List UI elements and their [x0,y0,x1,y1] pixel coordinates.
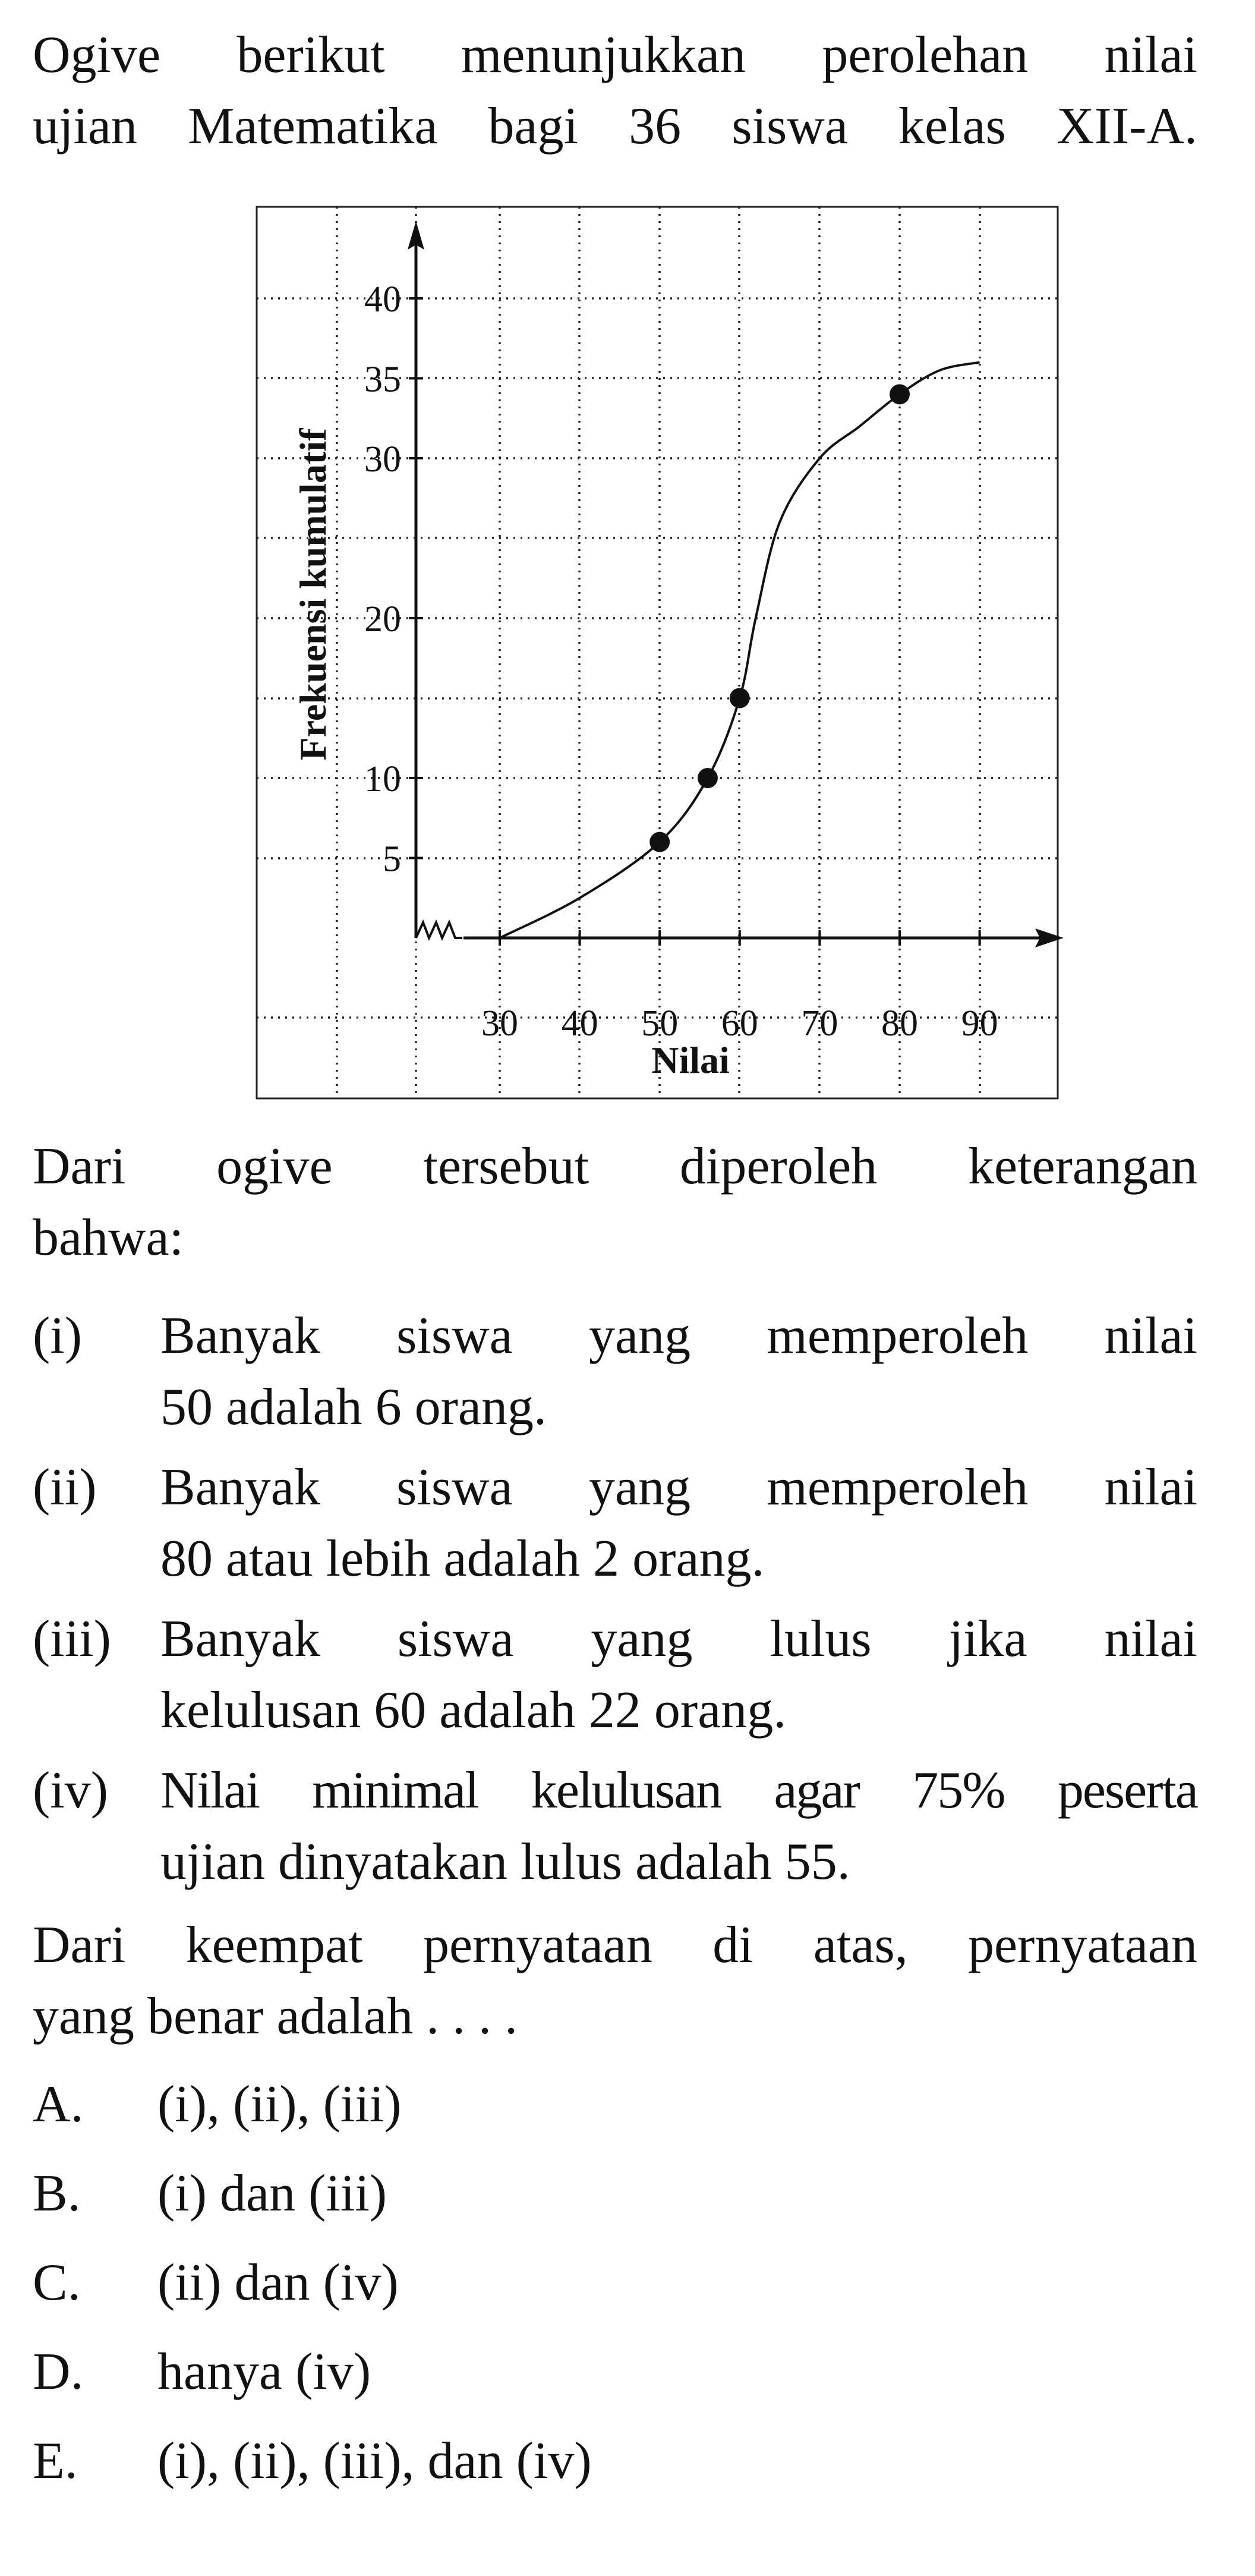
y-tick-label: 40 [364,279,401,320]
y-axis-title: Frekuensi kumulatif [292,428,334,761]
statement-line-1: Banyak siswa yang lulus jika nilai [160,1610,1197,1668]
intro-line-1: Ogive berikut menunjukkan perolehan nilai [33,26,1197,84]
option-letter: C. [33,2254,81,2312]
intro-line-2: ujian Matematika bagi 36 siswa kelas XII-A. [33,97,1197,155]
option-letter: E. [33,2432,78,2490]
statement-number: (iv) [33,1762,109,1819]
paragraph-line-2: bahwa: [33,1209,184,1267]
option-text: (i), (ii), (iii) [157,2076,402,2133]
data-point [698,768,718,788]
question-prompt-line-2: yang benar adalah . . . . [33,1988,518,2045]
option-text: (i) dan (iii) [157,2165,387,2222]
statement-line-1: Banyak siswa yang memperoleh nilai [160,1459,1197,1516]
x-tick-label: 40 [561,1003,598,1044]
chart-axes [408,221,1064,947]
statement-line-1: Banyak siswa yang memperoleh nilai [160,1307,1197,1365]
y-tick-label: 10 [364,759,401,799]
option-letter: A. [33,2076,84,2133]
x-tick-label: 80 [881,1003,918,1044]
option-text: (i), (ii), (iii), dan (iv) [157,2432,592,2490]
data-point [730,688,750,708]
statement-line-2: 80 atau lebih adalah 2 orang. [160,1530,765,1588]
statement-number: (iii) [33,1610,111,1668]
statement-number: (ii) [33,1459,97,1516]
y-tick-label: 5 [383,839,401,880]
question-prompt-line-1: Dari keempat pernyataan di atas, pernyataan [33,1916,1197,1974]
data-point [649,832,670,852]
statement-line-2: 50 adalah 6 orang. [160,1378,547,1436]
data-point [890,384,910,404]
y-tick-label: 20 [364,599,401,640]
y-tick-label: 30 [364,439,401,480]
x-tick-label: 70 [801,1003,838,1044]
statement-number: (i) [33,1307,83,1365]
option-text: (ii) dan (iv) [157,2254,399,2312]
x-axis-title: Nilai [651,1039,730,1081]
paragraph-line-1: Dari ogive tersebut diperoleh keterangan [33,1138,1197,1195]
chart-grid [257,207,1058,1098]
statement-line-2: kelulusan 60 adalah 22 orang. [160,1681,787,1739]
statement-line-2: ujian dinyatakan lulus adalah 55. [160,1833,850,1891]
y-tick-label: 35 [364,359,401,400]
option-letter: D. [33,2343,84,2401]
ogive-chart [256,202,1064,1100]
x-tick-label: 50 [641,1003,679,1044]
axis-break-zigzag [416,922,462,938]
statement-line-1: Nilai minimal kelulusan agar 75% peserta [160,1762,1197,1819]
option-text: hanya (iv) [157,2343,371,2401]
x-tick-label: 30 [481,1003,518,1044]
x-tick-label: 90 [961,1003,998,1044]
chart-frame [257,207,1058,1098]
option-letter: B. [33,2165,81,2222]
x-tick-label: 60 [721,1003,758,1044]
